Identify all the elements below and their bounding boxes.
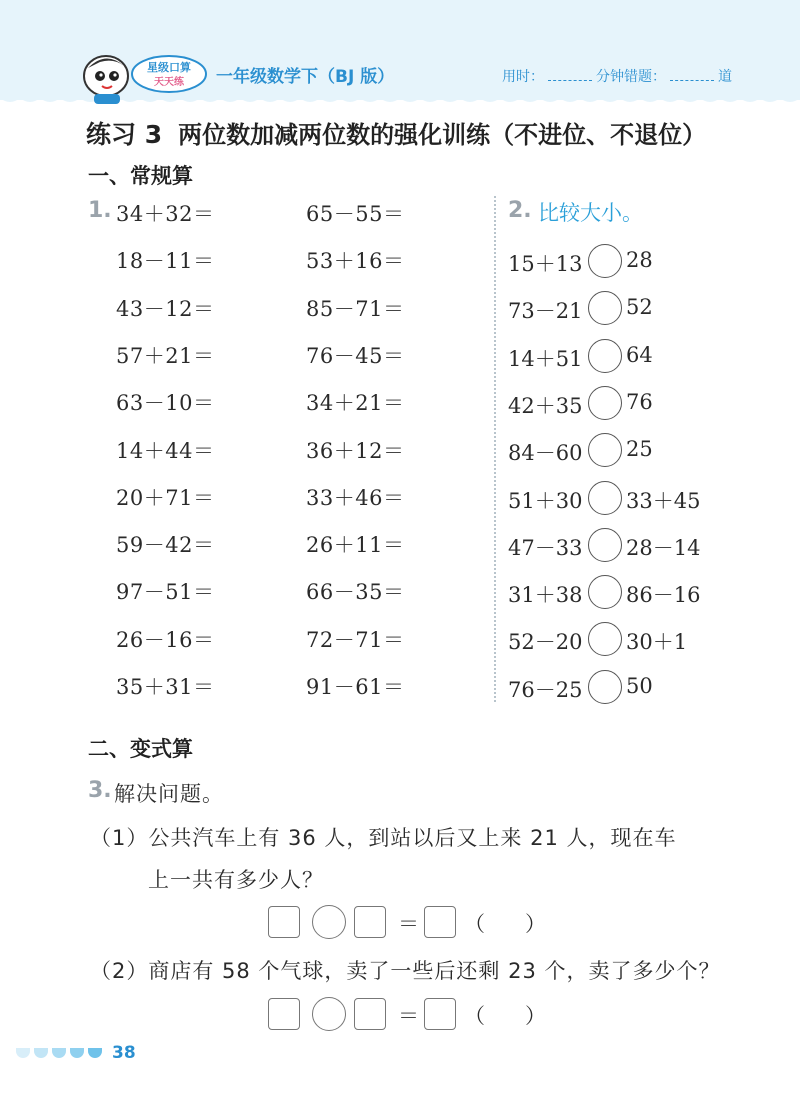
- compare-right: 76: [626, 389, 653, 414]
- compare-left: 76－25: [508, 677, 583, 702]
- compare-circle[interactable]: [588, 291, 622, 325]
- time-blank[interactable]: [548, 66, 592, 81]
- arithmetic-problem[interactable]: 36＋12＝: [306, 438, 405, 463]
- arithmetic-problem[interactable]: 65－55＝: [306, 202, 405, 226]
- section-title: [86, 115, 706, 151]
- compare-circle[interactable]: [588, 339, 622, 373]
- compare-left: 42＋35: [508, 393, 583, 418]
- problem2-line1: （2）商店有 58 个气球，卖了一些后还剩 23 个，卖了多少个？: [90, 959, 721, 983]
- compare-left: 47－33: [508, 535, 583, 560]
- compare-right: 28－14: [626, 535, 701, 560]
- footer-dot-decoration: [34, 1048, 48, 1058]
- q1-number: 1.: [88, 198, 112, 223]
- equals-sign: ＝: [398, 1004, 419, 1028]
- arithmetic-problem[interactable]: 66－35＝: [306, 580, 405, 605]
- q2-label: 比较大小。: [538, 201, 643, 225]
- arithmetic-problem[interactable]: 72－71＝: [306, 627, 405, 652]
- q3-number: 3.: [88, 778, 112, 803]
- errors-blank[interactable]: [670, 66, 714, 81]
- compare-left: 31＋38: [508, 583, 583, 608]
- arithmetic-problem[interactable]: 18－11＝: [116, 249, 215, 274]
- equals-sign: ＝: [398, 912, 419, 936]
- compare-circle[interactable]: [588, 481, 622, 515]
- errors-label: 错题：: [624, 69, 666, 85]
- mascot-icon: [78, 48, 138, 108]
- time-used: [502, 66, 624, 86]
- compare-circle[interactable]: [588, 244, 622, 278]
- compare-right: 28: [626, 248, 653, 272]
- unit-paren[interactable]: （ ）: [464, 1004, 547, 1028]
- compare-circle[interactable]: [588, 528, 622, 562]
- compare-right: 64: [626, 342, 653, 367]
- footer-dot-decoration: [52, 1048, 66, 1058]
- arithmetic-problem[interactable]: 91－61＝: [306, 675, 405, 699]
- compare-right: 50: [626, 673, 653, 698]
- footer-dot-decoration: [16, 1048, 30, 1058]
- answer-box[interactable]: [424, 906, 456, 938]
- unit-paren[interactable]: （ ）: [464, 912, 547, 936]
- q3-label: 解决问题。: [114, 782, 224, 806]
- problem1-line1: （1）公共汽车上有 36 人，到站以后又上来 21 人，现在车: [90, 826, 677, 850]
- arithmetic-problem[interactable]: 14＋44＝: [116, 438, 215, 463]
- operator-circle[interactable]: [312, 997, 346, 1031]
- error-count: [624, 66, 732, 86]
- compare-left: 52－20: [508, 630, 583, 655]
- operator-circle[interactable]: [312, 905, 346, 939]
- answer-box[interactable]: [354, 906, 386, 938]
- compare-right: 33＋45: [626, 488, 701, 513]
- column-divider: [494, 196, 496, 702]
- compare-right: 86－16: [626, 583, 701, 608]
- arithmetic-problem[interactable]: 76－45＝: [306, 343, 405, 368]
- part2-title: 二、变式算: [88, 737, 193, 761]
- compare-circle[interactable]: [588, 433, 622, 467]
- arithmetic-problem[interactable]: 63－10＝: [116, 391, 215, 416]
- time-unit: 分钟: [596, 69, 624, 85]
- arithmetic-problem[interactable]: 26－16＝: [116, 627, 215, 652]
- arithmetic-problem[interactable]: 35＋31＝: [116, 675, 215, 699]
- compare-circle[interactable]: [588, 386, 622, 420]
- compare-right: 25: [626, 437, 653, 462]
- compare-circle[interactable]: [588, 575, 622, 609]
- compare-left: 15＋13: [508, 252, 583, 276]
- page-number: 38: [112, 1043, 136, 1063]
- section-heading: 两位数加减两位数的强化训练（不进位、不退位）: [178, 121, 707, 149]
- problem1-line2: 上一共有多少人？: [148, 868, 324, 892]
- compare-circle[interactable]: [588, 622, 622, 656]
- svg-text:天天练: 天天练: [154, 77, 184, 88]
- svg-text:星级口算: 星级口算: [147, 61, 191, 74]
- arithmetic-problem[interactable]: 20＋71＝: [116, 485, 215, 510]
- answer-box[interactable]: [268, 906, 300, 938]
- time-label: 用时：: [502, 69, 544, 85]
- compare-right: 30＋1: [626, 630, 688, 655]
- compare-circle[interactable]: [588, 670, 622, 704]
- answer-box[interactable]: [424, 998, 456, 1030]
- compare-left: 84－60: [508, 441, 583, 466]
- arithmetic-problem[interactable]: 26＋11＝: [306, 533, 405, 558]
- brand-logo: [130, 54, 208, 94]
- arithmetic-problem[interactable]: 43－12＝: [116, 296, 215, 321]
- footer-dot-decoration: [70, 1048, 84, 1058]
- q2-number: 2.: [508, 198, 532, 223]
- arithmetic-problem[interactable]: 34＋21＝: [306, 391, 405, 416]
- section-number: 练习 3: [86, 120, 163, 149]
- answer-box[interactable]: [268, 998, 300, 1030]
- compare-right: 52: [626, 295, 653, 320]
- footer-dot-decoration: [88, 1048, 102, 1058]
- arithmetic-problem[interactable]: 57＋21＝: [116, 343, 215, 368]
- arithmetic-problem[interactable]: 59－42＝: [116, 533, 215, 558]
- part1-title: 一、常规算: [88, 164, 193, 188]
- grade-label: 一年级数学下（BJ 版）: [216, 67, 395, 87]
- compare-left: 51＋30: [508, 488, 583, 513]
- compare-left: 73－21: [508, 299, 583, 324]
- arithmetic-problem[interactable]: 53＋16＝: [306, 249, 405, 274]
- arithmetic-problem[interactable]: 33＋46＝: [306, 485, 405, 510]
- arithmetic-problem[interactable]: 85－71＝: [306, 296, 405, 321]
- answer-box[interactable]: [354, 998, 386, 1030]
- compare-left: 14＋51: [508, 346, 583, 371]
- errors-unit: 道: [718, 69, 732, 85]
- arithmetic-problem[interactable]: 97－51＝: [116, 580, 215, 605]
- arithmetic-problem[interactable]: 34＋32＝: [116, 202, 215, 226]
